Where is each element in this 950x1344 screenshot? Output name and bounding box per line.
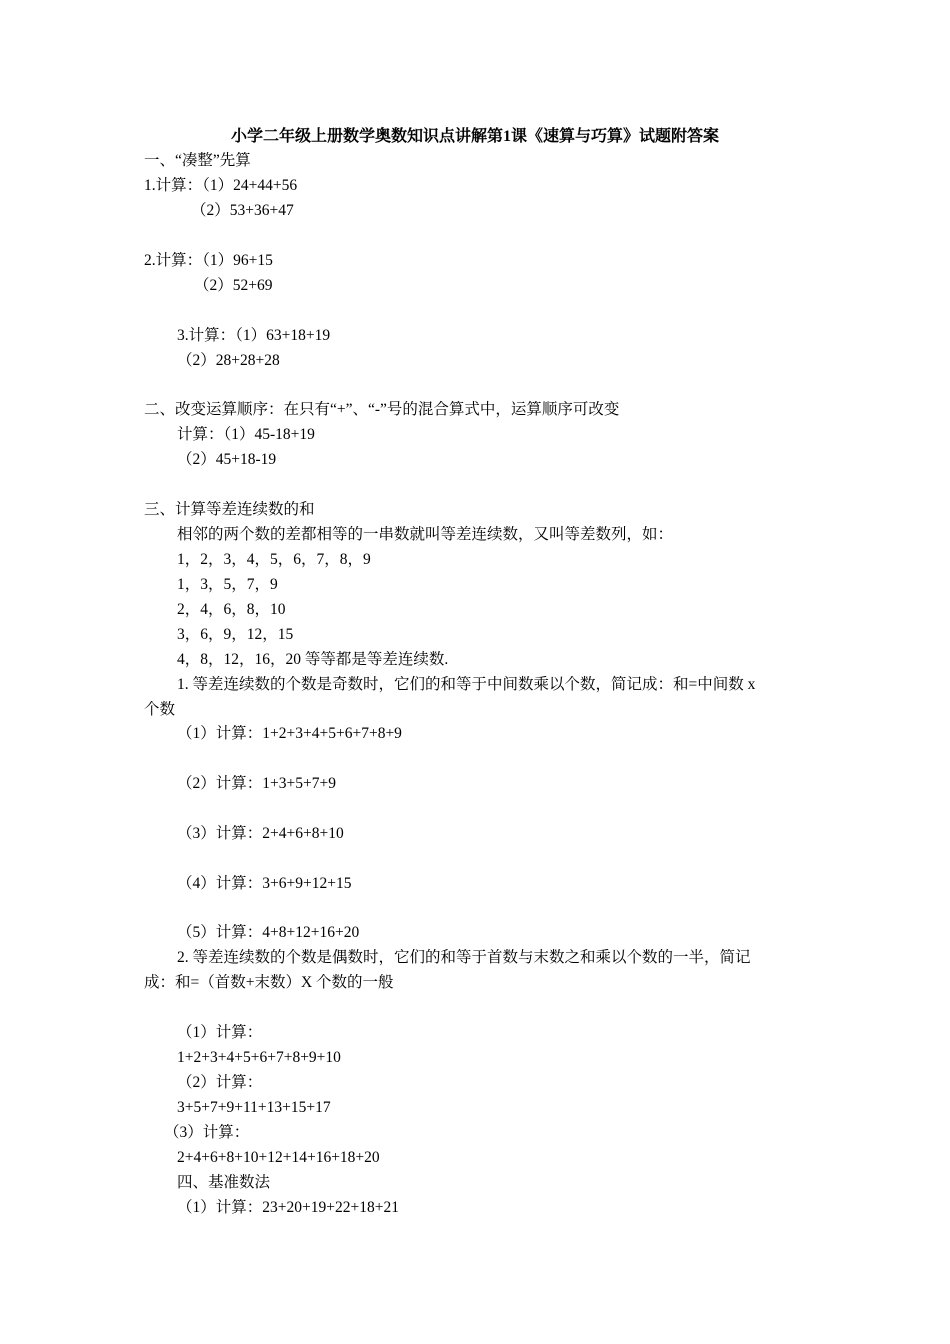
problem-line: （3）计算：	[164, 1124, 250, 1141]
sequence-example: 1，3，5，7，9	[177, 576, 278, 593]
problem-line: 3+5+7+9+11+13+15+17	[177, 1099, 331, 1116]
problem-line: （2）52+69	[194, 277, 273, 294]
paragraph-line: 个数	[144, 701, 176, 718]
paragraph-line: 2. 等差连续数的个数是偶数时，它们的和等于首数与末数之和乘以个数的一半，简记	[177, 949, 751, 966]
problem-line: 计算：（1）45-18+19	[177, 426, 315, 443]
section-heading-2: 二、改变运算顺序：在只有“+”、“-”号的混合算式中，运算顺序可改变	[144, 401, 620, 418]
problem-line: （1）计算：	[177, 1024, 263, 1041]
problem-line: （1）计算：23+20+19+22+18+21	[177, 1199, 399, 1216]
problem-line: （2）计算：1+3+5+7+9	[177, 775, 336, 792]
section-heading-1: 一、“凑整”先算	[144, 152, 251, 169]
problem-line: （2）53+36+47	[191, 202, 294, 219]
problem-line: 2+4+6+8+10+12+14+16+18+20	[177, 1149, 380, 1166]
section-heading-3: 三、计算等差连续数的和	[144, 501, 315, 518]
problem-line: （2）28+28+28	[177, 352, 280, 369]
problem-line: （1）计算：1+2+3+4+5+6+7+8+9	[177, 725, 402, 742]
problem-line: 3.计算：（1）63+18+19	[177, 327, 331, 344]
problem-line: （2）45+18-19	[177, 451, 277, 468]
problem-line: 2.计算：（1）96+15	[144, 252, 273, 269]
sequence-example: 4，8，12，16，20 等等都是等差连续数.	[177, 651, 449, 668]
sequence-example: 2，4，6，8，10	[177, 601, 286, 618]
sequence-example: 1，2，3，4，5，6，7，8，9	[177, 551, 371, 568]
sequence-example: 3，6，9，12，15	[177, 626, 294, 643]
problem-line: 1+2+3+4+5+6+7+8+9+10	[177, 1049, 341, 1066]
problem-line: 1.计算：（1）24+44+56	[144, 177, 298, 194]
problem-line: （3）计算：2+4+6+8+10	[177, 825, 344, 842]
paragraph-line: 成：和=（首数+末数）X 个数的一般	[144, 974, 394, 991]
problem-line: （4）计算：3+6+9+12+15	[177, 875, 352, 892]
problem-line: （2）计算：	[177, 1074, 263, 1091]
document-title: 小学二年级上册数学奥数知识点讲解第1课《速算与巧算》试题附答案	[230, 128, 719, 145]
paragraph-line: 1. 等差连续数的个数是奇数时，它们的和等于中间数乘以个数，简记成：和=中间数 x	[177, 676, 756, 693]
problem-line: （5）计算：4+8+12+16+20	[177, 924, 360, 941]
paragraph-line: 相邻的两个数的差都相等的一串数就叫等差连续数，又叫等差数列，如：	[177, 526, 674, 543]
section-heading-4: 四、基准数法	[177, 1174, 271, 1191]
